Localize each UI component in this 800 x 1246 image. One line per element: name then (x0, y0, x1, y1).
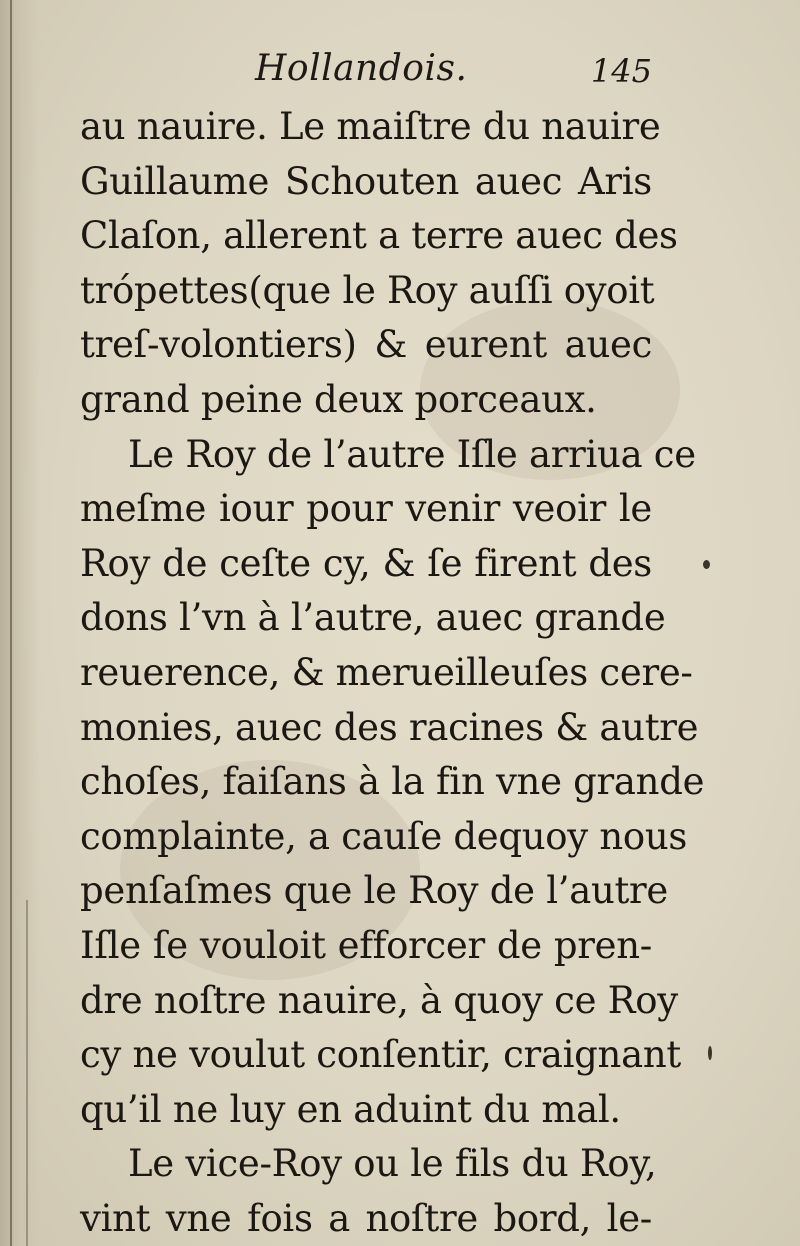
ink-speck (703, 560, 710, 569)
text-line: treſ-volontiers) & eurent auec (80, 323, 652, 367)
text-line: reuerence, & merueilleuſes cere- (80, 650, 693, 694)
text-line: complainte, a cauſe dequoy nous (80, 814, 688, 858)
page-number: 145 (590, 52, 652, 90)
body-text (80, 100, 705, 1246)
text-line: au nauire. Le maiſtre du nauire (80, 105, 661, 148)
text-line: cy ne voulut conſentir, craignant (80, 1033, 681, 1077)
text-line: Iſle ſe vouloit efforcer de pren- (80, 923, 652, 967)
text-line: Le Roy de l’autre Iſle arriua ce (128, 432, 696, 476)
text-line: vint vne fois a noſtre bord, le- (80, 1196, 652, 1240)
text-line: penſaſmes que le Roy de l’autre (80, 869, 669, 913)
running-header (80, 44, 660, 100)
page-binding-shadow (0, 0, 40, 1246)
text-line: meſme iour pour venir veoir le (80, 487, 652, 531)
text-line: Claſon, allerent a terre auec des (80, 214, 678, 258)
text-line: dre noſtre nauire, à quoy ce Roy (80, 978, 678, 1022)
text-line: Roy de ceſte cy, & ſe firent des (80, 541, 652, 585)
text-line: trópettes(que le Roy auſſi oyoit (80, 268, 655, 312)
ink-speck (708, 1046, 712, 1060)
binding-edge-inner (26, 900, 28, 1246)
text-line: monies, auec des racines & autre (80, 705, 699, 749)
running-title: Hollandois. (255, 48, 468, 89)
binding-edge (10, 0, 12, 1246)
text-line: dons l’vn à l’autre, auec grande (80, 596, 666, 640)
text-line: qu’il ne luy en aduint du mal. (80, 1087, 621, 1131)
text-line: choſes, faiſans à la fin vne grande (80, 760, 705, 804)
text-line: Le vice-Roy ou le fils du Roy, (128, 1142, 657, 1186)
text-line: grand peine deux porceaux. (80, 377, 597, 421)
text-line: Guillaume Schouten auec Aris (80, 159, 652, 203)
